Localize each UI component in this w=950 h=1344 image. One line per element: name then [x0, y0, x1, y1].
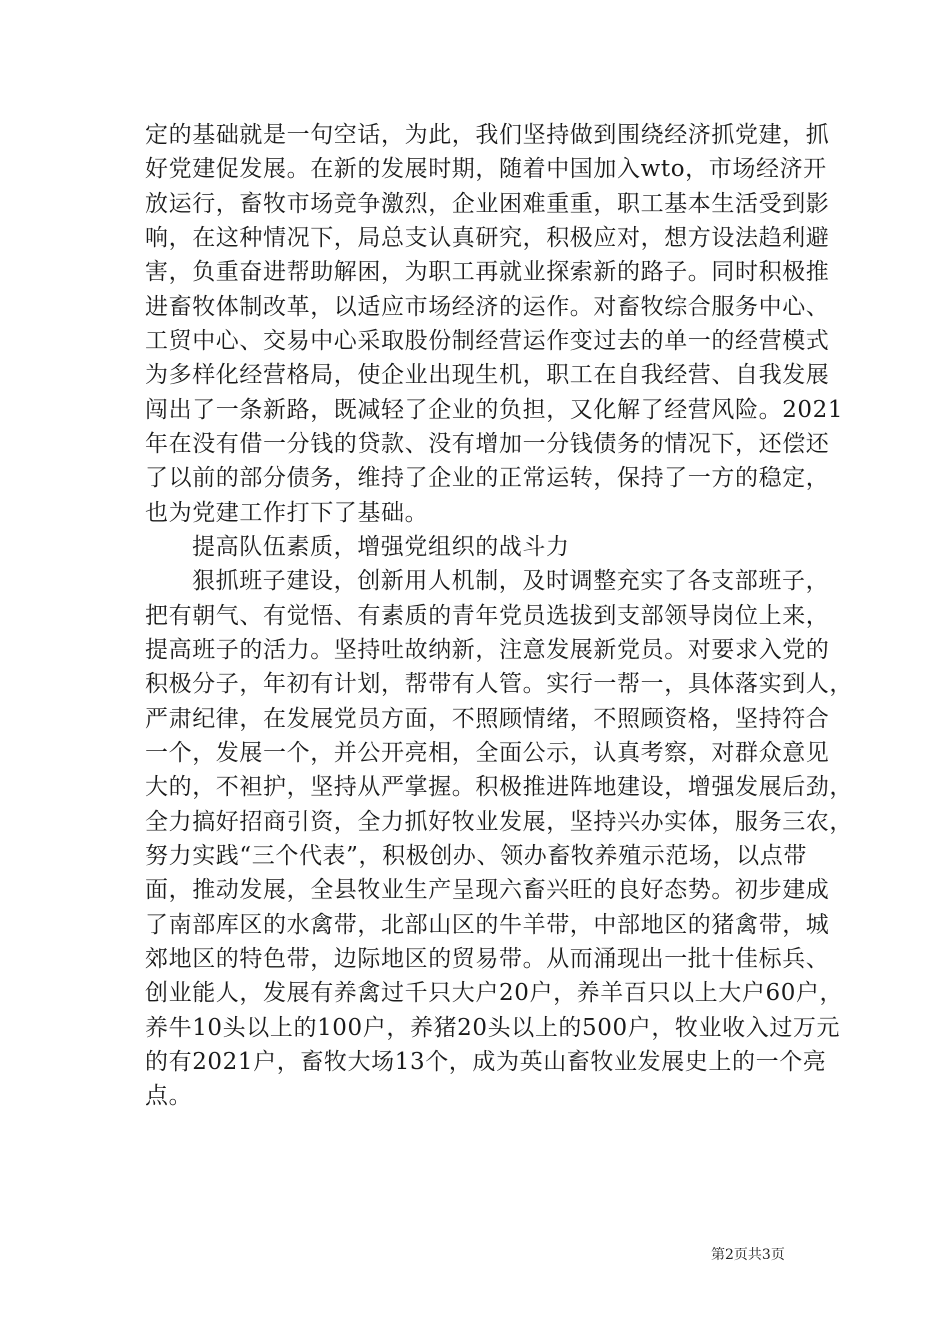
text-line: 了以前的部分债务，维持了企业的正常运转，保持了一方的稳定， — [145, 465, 830, 491]
text-line: 进畜牧体制改革，以适应市场经济的运作。对畜牧综合服务中心、 — [145, 294, 830, 320]
text-line: 响，在这种情况下，局总支认真研究，积极应对，想方设法趋利避 — [145, 225, 830, 251]
text-line: 闯出了一条新路，既减轻了企业的负担，又化解了经营风险。2021 — [145, 397, 844, 423]
text-line: 好党建促发展。在新的发展时期，随着中国加入wto，市场经济开 — [145, 156, 827, 182]
section-heading: 提高队伍素质，增强党组织的战斗力 — [192, 534, 570, 560]
text-line: 了南部库区的水禽带，北部山区的牛羊带，中部地区的猪禽带，城 — [145, 912, 830, 938]
text-line: 提高班子的活力。坚持吐故纳新，注意发展新党员。对要求入党的 — [145, 637, 830, 663]
text-line: 狠抓班子建设，创新用人机制，及时调整充实了各支部班子， — [192, 568, 830, 594]
text-line: 点。 — [145, 1083, 193, 1109]
text-line: 也为党建工作打下了基础。 — [145, 500, 429, 526]
text-line: 面，推动发展，全县牧业生产呈现六畜兴旺的良好态势。初步建成 — [145, 877, 830, 903]
text-line: 郊地区的特色带，边际地区的贸易带。从而涌现出一批十佳标兵、 — [145, 946, 830, 972]
text-line: 创业能人，发展有养禽过千只大户20户，养羊百只以上大户60户， — [145, 980, 844, 1006]
text-line: 放运行，畜牧市场竞争激烈，企业困难重重，职工基本生活受到影 — [145, 191, 830, 217]
text-line: 工贸中心、交易中心采取股份制经营运作变过去的单一的经营模式 — [145, 328, 830, 354]
text-line: 把有朝气、有觉悟、有素质的青年党员选拔到支部领导岗位上来， — [145, 603, 830, 629]
text-line: 努力实践“三个代表”，积极创办、领办畜牧养殖示范场，以点带 — [145, 843, 807, 869]
text-line: 一个，发展一个，并公开亮相，全面公示，认真考察，对群众意见 — [145, 740, 830, 766]
text-line: 严肃纪律，在发展党员方面，不照顾情绪，不照顾资格，坚持符合 — [145, 706, 830, 732]
page-number: 第2页共3页 — [711, 1247, 785, 1263]
text-line: 为多样化经营格局，使企业出现生机，职工在自我经营、自我发展 — [145, 362, 830, 388]
text-line: 养牛10头以上的100户，养猪20头以上的500户，牧业收入过万元 — [145, 1015, 841, 1041]
text-line: 全力搞好招商引资，全力抓好牧业发展，坚持兴办实体，服务三农， — [145, 809, 853, 835]
text-line: 的有2021户，畜牧大场13个，成为英山畜牧业发展史上的一个亮 — [145, 1049, 827, 1075]
text-line: 大的，不袒护，坚持从严掌握。积极推进阵地建设，增强发展后劲， — [145, 774, 853, 800]
text-line: 定的基础就是一句空话，为此，我们坚持做到围绕经济抓党建，抓 — [145, 122, 830, 148]
text-line: 年在没有借一分钱的贷款、没有增加一分钱债务的情况下，还偿还 — [145, 431, 830, 457]
text-line: 积极分子，年初有计划，帮带有人管。实行一帮一，具体落实到人， — [145, 671, 853, 697]
text-line: 害，负重奋进帮助解困，为职工再就业探索新的路子。同时积极推 — [145, 259, 830, 285]
